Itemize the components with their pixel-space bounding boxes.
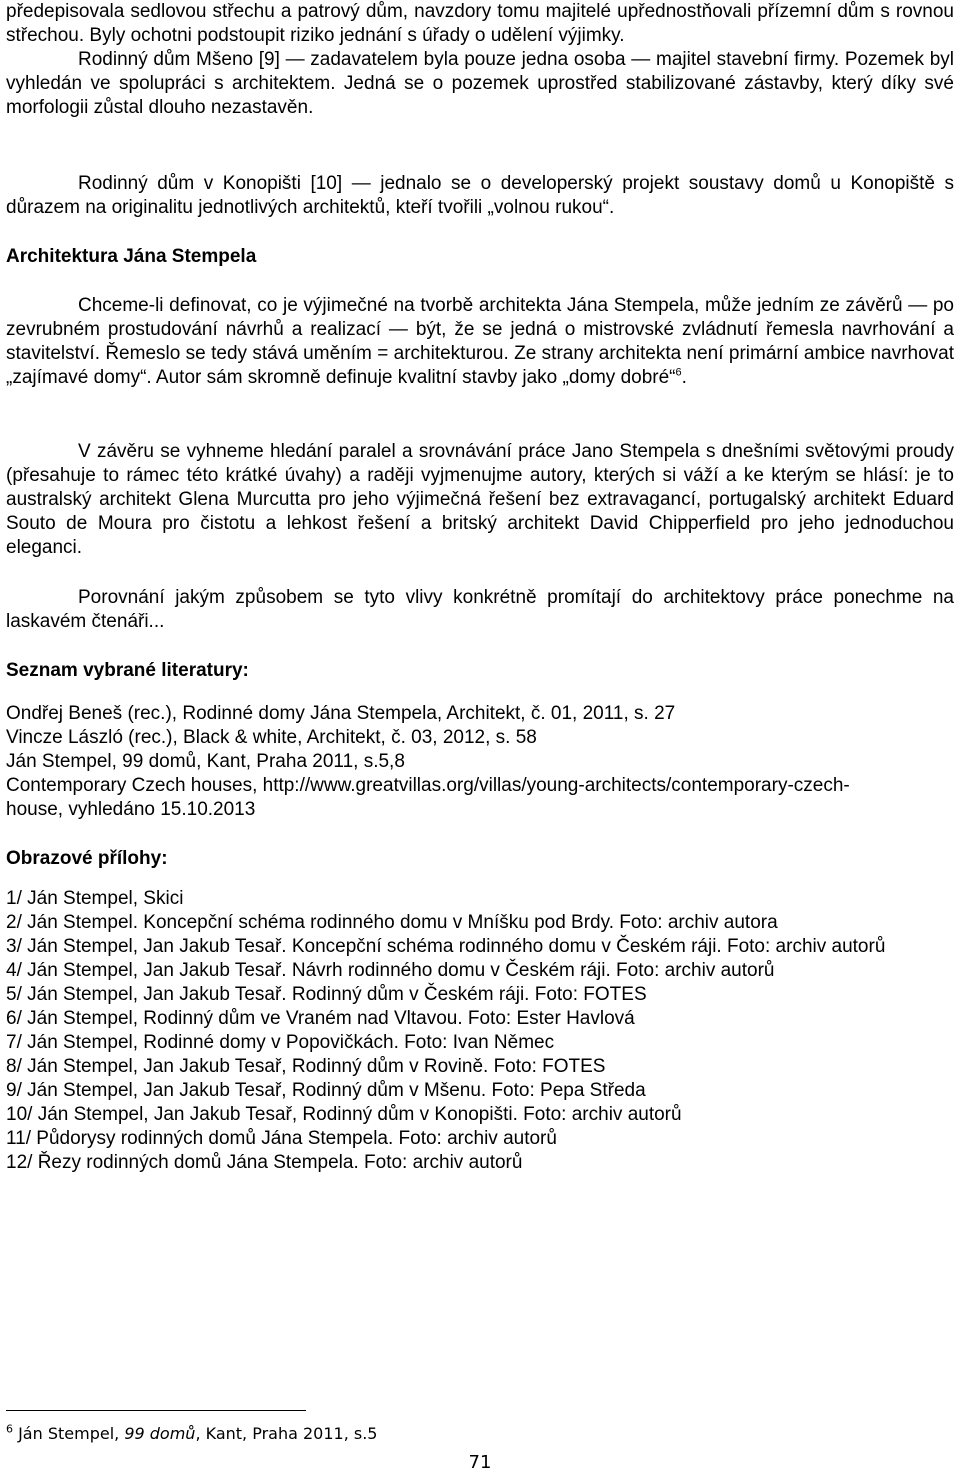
footnote-number: 6 xyxy=(6,1422,13,1436)
attachment-item: 7/ Ján Stempel, Rodinné domy v Popovičkách. Foto: Ivan Němec xyxy=(6,1032,555,1053)
heading-architektura: Architektura Jána Stempela xyxy=(6,246,257,267)
literature-list xyxy=(6,702,954,822)
attachments-list xyxy=(6,887,954,1175)
footnote-rest: , Kant, Praha 2011, s.5 xyxy=(195,1424,378,1443)
paragraph-definition xyxy=(6,294,954,390)
literature-item: house, vyhledáno 15.10.2013 xyxy=(6,799,256,820)
footnote-reference: 6 xyxy=(675,366,682,379)
paragraph-konopiste: Rodinný dům v Konopišti [10] — jednalo se o developerský projekt soustavy domů u Konopiště s důrazem na originalitu jednotlivých architektů, kteří tvořili „volnou rukou“. xyxy=(6,173,954,218)
attachment-item: 11/ Půdorysy rodinných domů Jána Stempela. Foto: archiv autorů xyxy=(6,1128,557,1149)
paragraph-mseno: Rodinný dům Mšeno [9] — zadavatelem byla pouze jedna osoba — majitel stavební firmy. Pozemek byl vyhledán ve spolupráci s architektem. Jedná se o pozemek uprostřed stabilizované zástavby, který díky své morfologii zůstal dlouho nezastavěn. xyxy=(6,49,954,118)
literature-item: Contemporary Czech houses, http://www.greatvillas.org/villas/young-architects/contemporary-czech- xyxy=(6,775,850,796)
footnote-title: 99 domů xyxy=(124,1424,196,1443)
attachment-item: 9/ Ján Stempel, Jan Jakub Tesař, Rodinný dům v Mšenu. Foto: Pepa Středa xyxy=(6,1080,646,1101)
paragraph-conclusion: V závěru se vyhneme hledání paralel a srovnávání práce Jano Stempela s dnešními světovými proudy (přesahuje to rámec této krátké úvahy) a raději vyjmenujme autory, kterých si váží a ke kterým se hlásí: je to australský architekt Glena Murcutta pro jeho výjimečná řešení bez extravagancí, portugalský architekt Eduard Souto de Moura pro čistotu a lehkost řešení a britský architekt David Chipperfield pro jeho jednoduchou eleganci. xyxy=(6,441,954,558)
attachment-item: 3/ Ján Stempel, Jan Jakub Tesař. Koncepční schéma rodinného domu v Českém ráji. Foto: archiv autorů xyxy=(6,936,886,957)
attachment-item: 2/ Ján Stempel. Koncepční schéma rodinného domu v Mníšku pod Brdy. Foto: archiv autora xyxy=(6,912,778,933)
attachment-item: 4/ Ján Stempel, Jan Jakub Tesař. Návrh rodinného domu v Českém ráji. Foto: archiv autorů xyxy=(6,960,775,981)
heading-prilohy: Obrazové přílohy: xyxy=(6,848,168,869)
heading-literatura: Seznam vybrané literatury: xyxy=(6,660,249,681)
attachment-item: 5/ Ján Stempel, Jan Jakub Tesař. Rodinný dům v Českém ráji. Foto: FOTES xyxy=(6,984,647,1005)
attachment-item: 6/ Ján Stempel, Rodinný dům ve Vraném nad Vltavou. Foto: Ester Havlová xyxy=(6,1008,635,1029)
paragraph-intro-continuation: předepisovala sedlovou střechu a patrový dům, navzdory tomu majitelé upřednostňovali přízemní dům s rovnou střechou. Byly ochotni podstoupit riziko jednání s úřady o udělení výjimky. xyxy=(6,1,954,46)
footnote xyxy=(6,1424,377,1444)
page-number: 71 xyxy=(468,1452,492,1473)
paragraph-reader: Porovnání jakým způsobem se tyto vlivy konkrétně promítají do architektovy práce ponechme na laskavém čtenáři... xyxy=(6,587,954,632)
paragraph-definition-text: Chceme-li definovat, co je výjimečné na tvorbě architekta Jána Stempela, může jedním ze závěrů — po zevrubném prostudování návrhů a realizací — být, že se jedná o mistrovské zvládnutí řemesla navrhování a stavitelství. Řemeslo se tedy stává uměním = architekturou. Ze strany architekta není primární ambice navrhovat „zajímavé domy“. Autor sám skromně definuje kvalitní stavby jako „domy dobré“ xyxy=(6,295,954,388)
paragraph-definition-end: . xyxy=(681,367,687,388)
footnote-author: Ján Stempel, xyxy=(13,1424,125,1443)
literature-item: Vincze László (rec.), Black & white, Architekt, č. 03, 2012, s. 58 xyxy=(6,727,537,748)
attachment-item: 12/ Řezy rodinných domů Jána Stempela. Foto: archiv autorů xyxy=(6,1152,523,1173)
attachment-item: 10/ Ján Stempel, Jan Jakub Tesař, Rodinný dům v Konopišti. Foto: archiv autorů xyxy=(6,1104,682,1125)
literature-item: Ján Stempel, 99 domů, Kant, Praha 2011, s.5,8 xyxy=(6,751,405,772)
attachment-item: 8/ Ján Stempel, Jan Jakub Tesař, Rodinný dům v Rovině. Foto: FOTES xyxy=(6,1056,606,1077)
footnote-divider xyxy=(6,1410,306,1411)
literature-item: Ondřej Beneš (rec.), Rodinné domy Jána Stempela, Architekt, č. 01, 2011, s. 27 xyxy=(6,703,676,724)
attachment-item: 1/ Ján Stempel, Skici xyxy=(6,888,184,909)
